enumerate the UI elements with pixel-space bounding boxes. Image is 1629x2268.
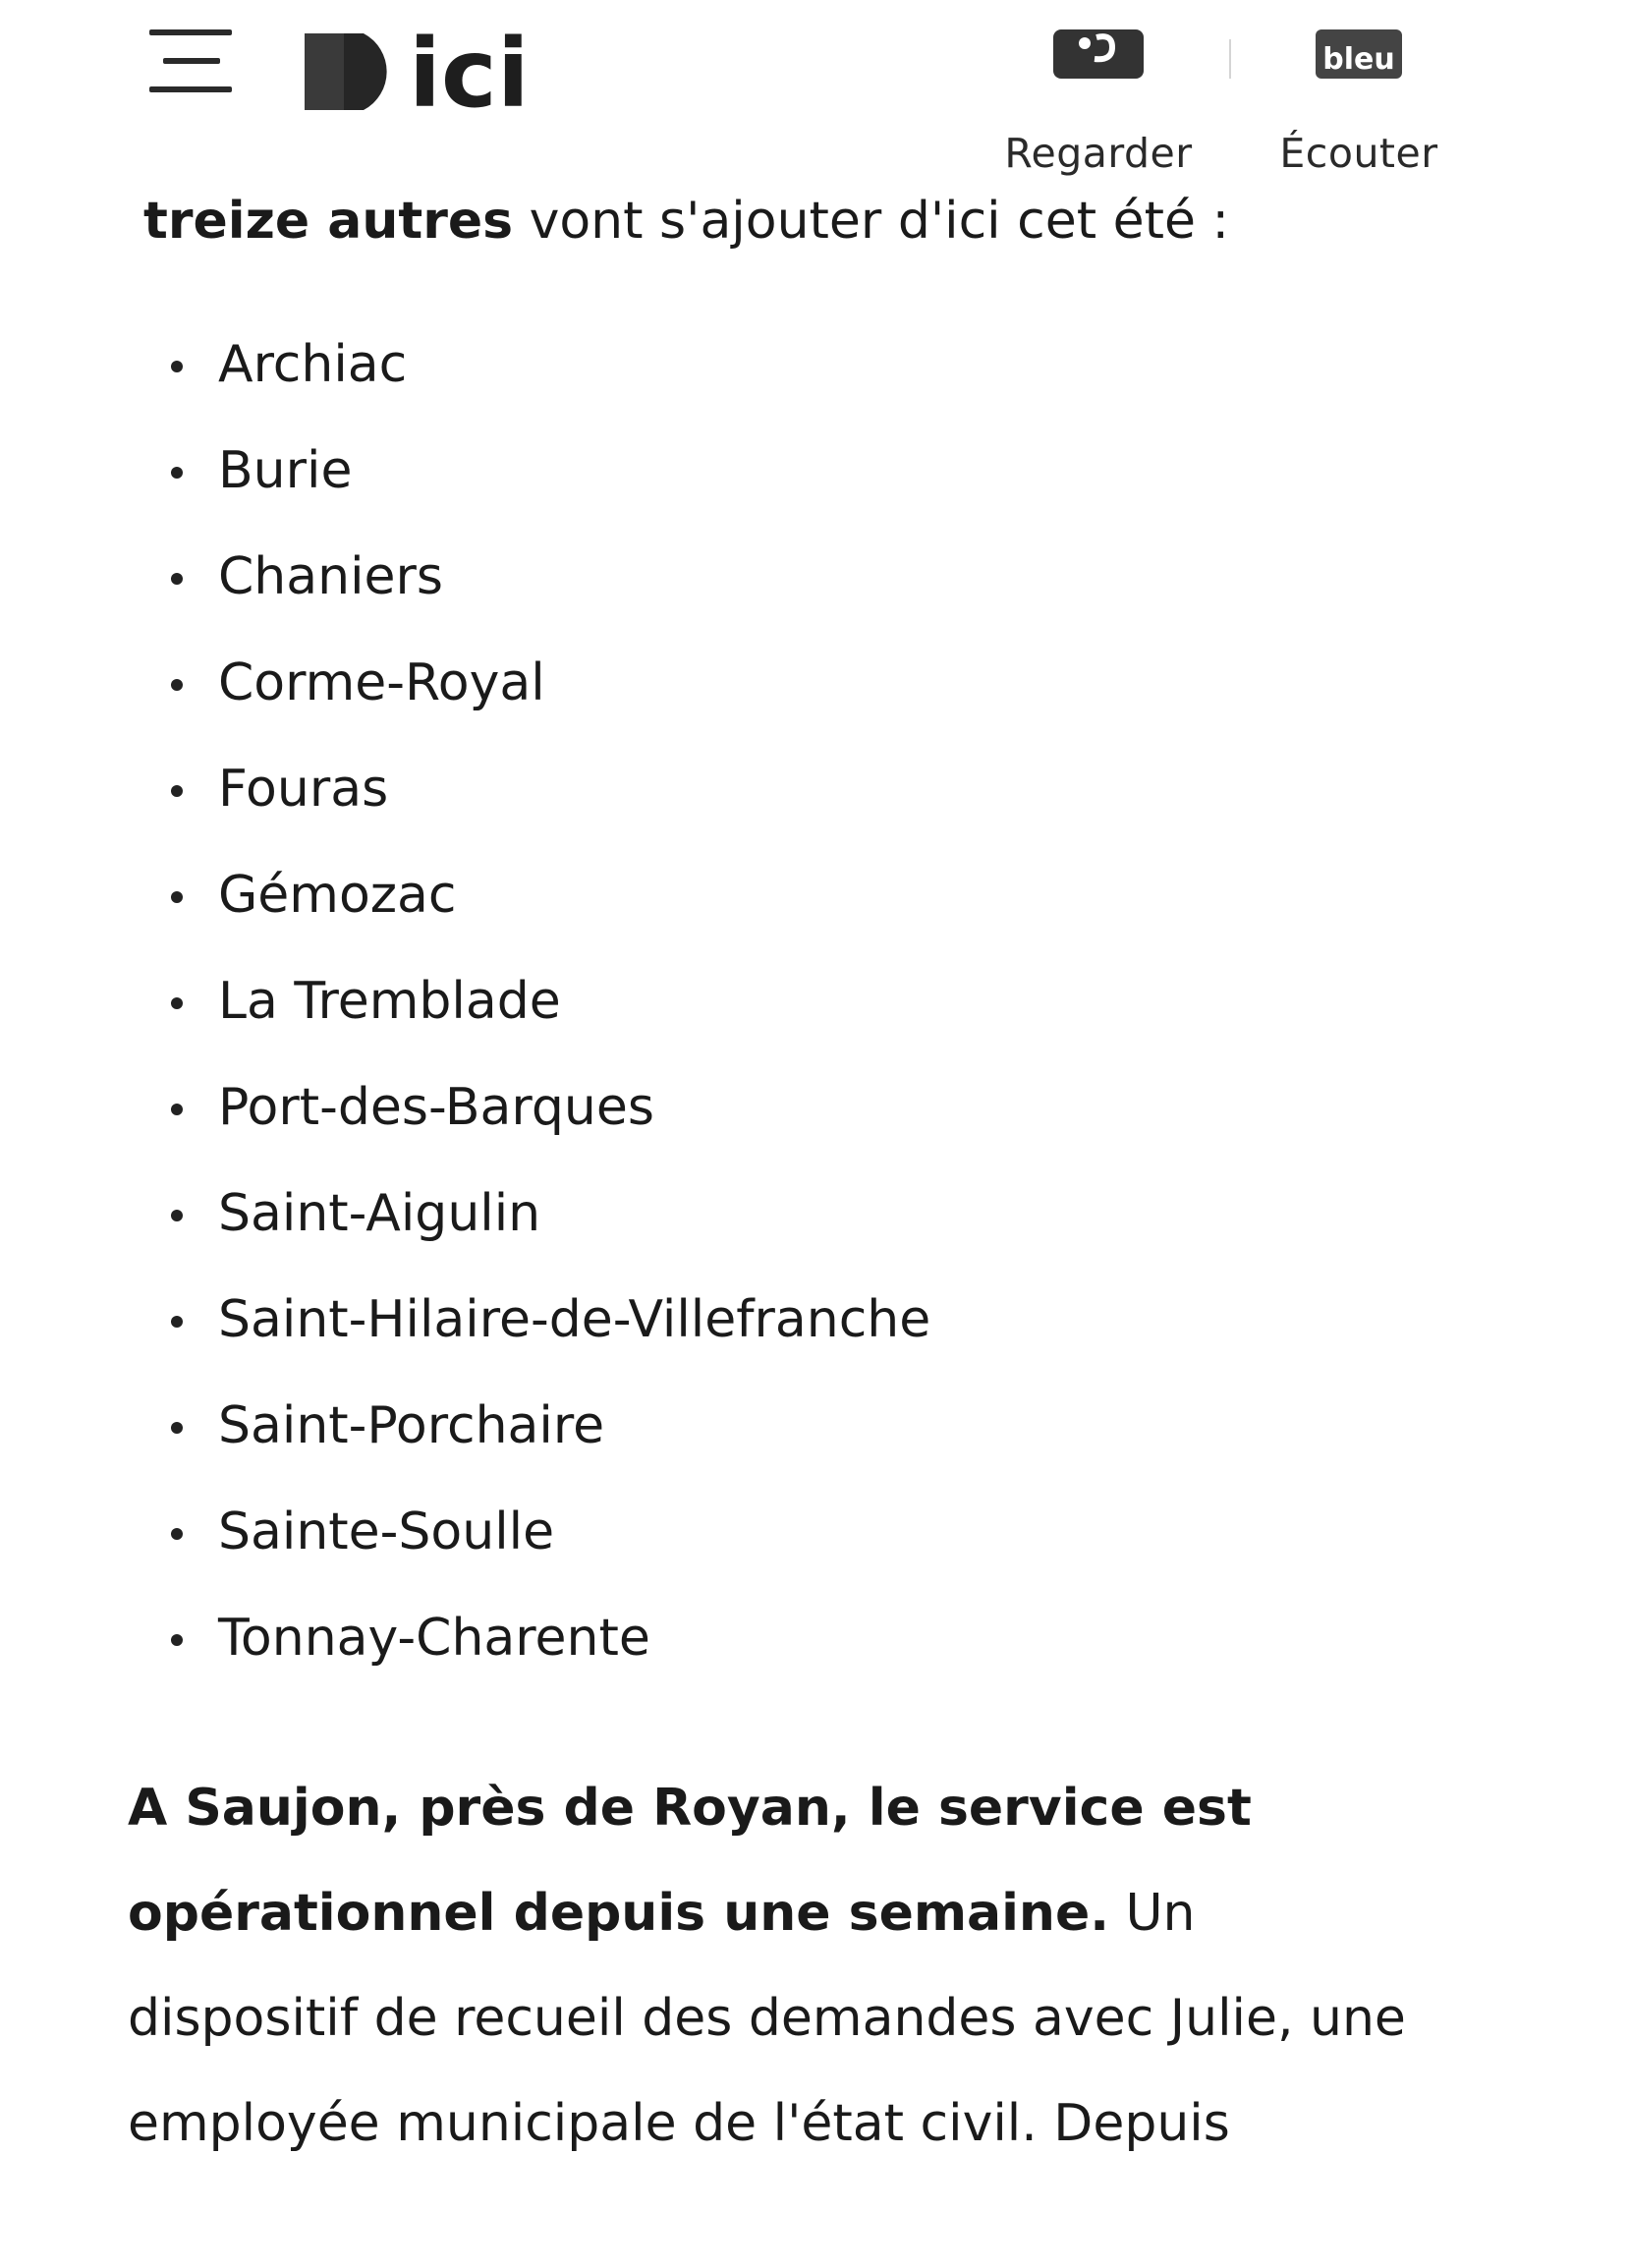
saujon-paragraph bbox=[128, 1756, 1434, 2177]
list-item: Gémozac bbox=[128, 842, 1434, 948]
list-item: Archiac bbox=[128, 312, 1434, 418]
bleu-radio-icon bbox=[1314, 26, 1404, 81]
list-item: Port-des-Barques bbox=[128, 1054, 1434, 1161]
nav-divider bbox=[1229, 39, 1231, 79]
nav-ecouter-label: Écouter bbox=[1279, 130, 1438, 177]
saujon-paragraph-rest: Un dispositif de recueil des demandes avec Julie, une employée municipale de l'état civil. Depuis bbox=[128, 1884, 1406, 2153]
saujon-paragraph-bold: A Saujon, près de Royan, le service est opérationnel depuis une semaine. bbox=[128, 1779, 1252, 1943]
logo-text: ici bbox=[409, 24, 530, 114]
hamburger-menu-icon[interactable] bbox=[149, 26, 232, 96]
list-item: Chaniers bbox=[128, 524, 1434, 630]
intro-bold: treize autres bbox=[143, 192, 514, 251]
ici-logo-icon bbox=[303, 24, 548, 114]
site-header bbox=[0, 0, 1629, 177]
list-item: Corme-Royal bbox=[128, 630, 1434, 736]
nav-regarder[interactable] bbox=[1000, 26, 1197, 177]
article-body bbox=[128, 182, 1434, 2177]
commune-list bbox=[128, 312, 1434, 1691]
bleu-icon-text: bleu bbox=[1322, 42, 1395, 77]
list-item: Burie bbox=[128, 418, 1434, 524]
list-item: Tonnay-Charente bbox=[128, 1585, 1434, 1691]
list-item: La Tremblade bbox=[128, 948, 1434, 1054]
nav-ecouter[interactable] bbox=[1275, 26, 1442, 177]
france3-tv-icon bbox=[1051, 26, 1146, 81]
list-item: Saint-Aigulin bbox=[128, 1161, 1434, 1267]
ici-logo[interactable] bbox=[303, 24, 548, 114]
list-item: Fouras bbox=[128, 736, 1434, 842]
intro-sentence bbox=[128, 182, 1434, 260]
list-item: Sainte-Soulle bbox=[128, 1479, 1434, 1585]
list-item: Saint-Hilaire-de-Villefranche bbox=[128, 1267, 1434, 1373]
list-item: Saint-Porchaire bbox=[128, 1373, 1434, 1479]
nav-regarder-label: Regarder bbox=[1004, 130, 1193, 177]
intro-rest: vont s'ajouter d'ici cet été : bbox=[513, 192, 1230, 251]
